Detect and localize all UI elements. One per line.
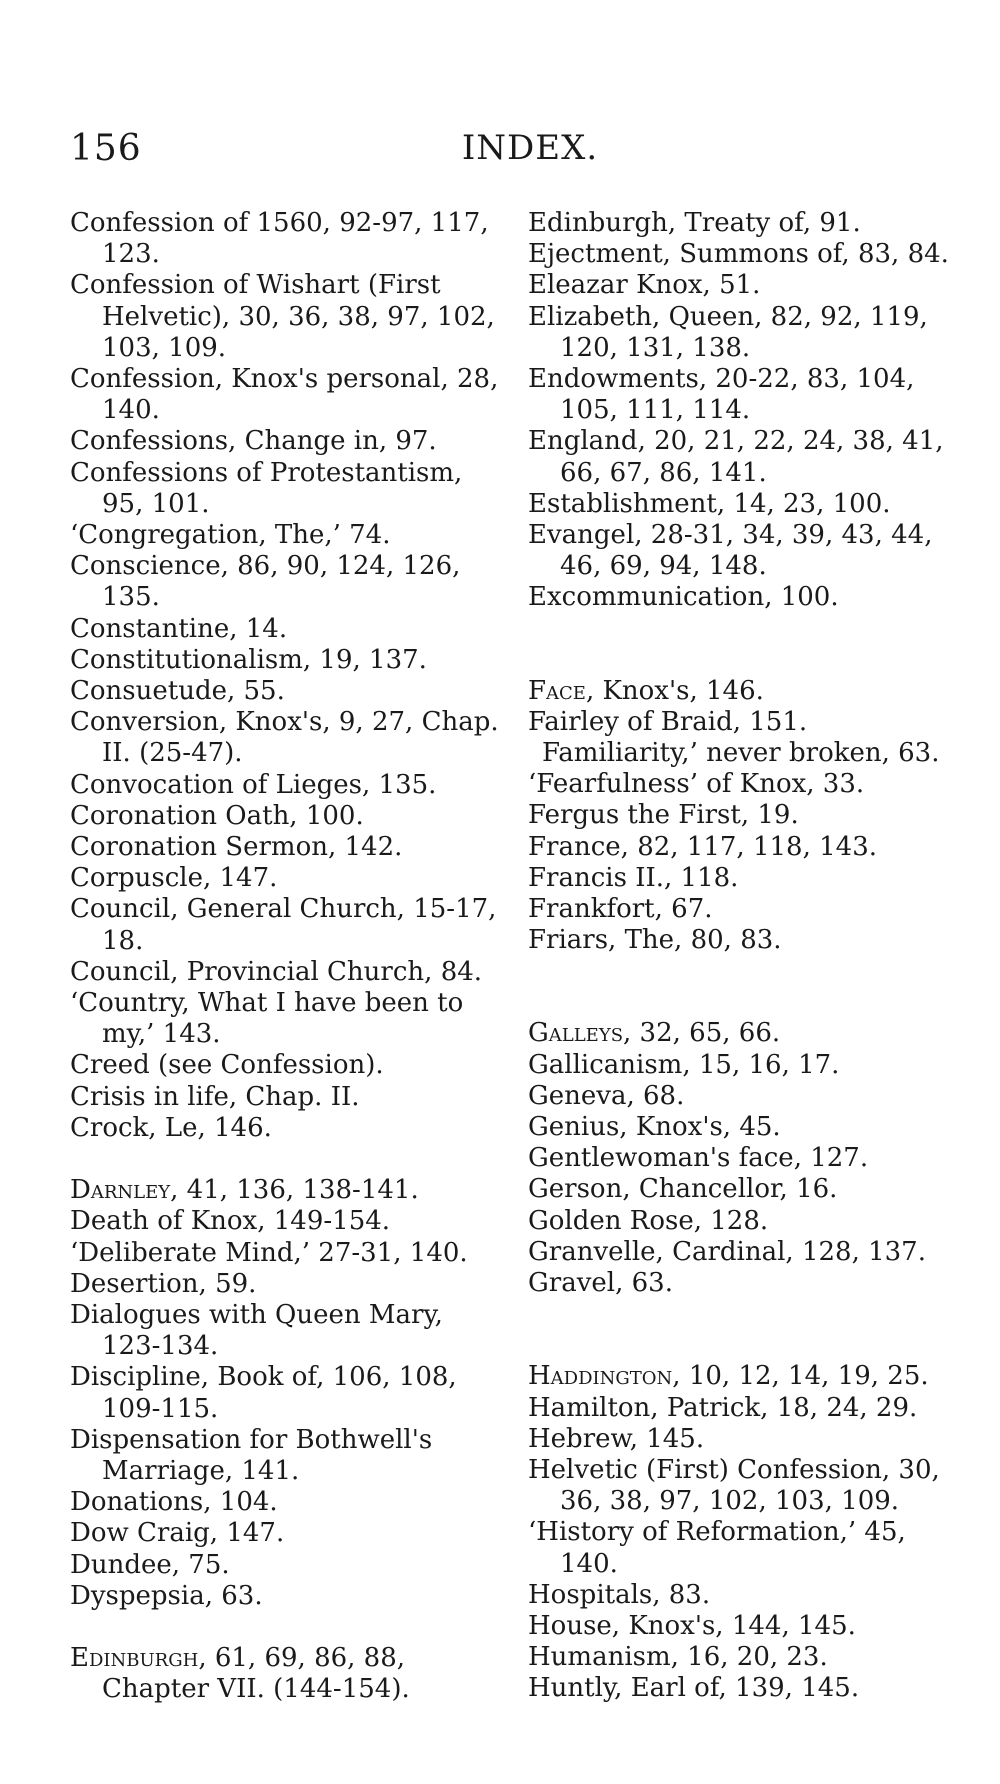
index-entry: Friars, The, 80, 83.	[528, 925, 782, 956]
index-entry: Hebrew, 145.	[528, 1423, 705, 1454]
index-entry: Crisis in life, Chap. II.	[70, 1081, 360, 1112]
index-entry: Dialogues with Queen Mary, 123-134.	[70, 1299, 443, 1362]
index-entry: Discipline, Book of, 106, 108, 109-115.	[70, 1362, 457, 1424]
index-entry: Huntly, Earl of, 139, 145.	[528, 1673, 860, 1704]
index-entry: Gerson, Chancellor, 16.	[528, 1174, 838, 1205]
index-entry: Confessions, Change in, 97.	[70, 426, 437, 457]
index-entry: Darnley, 41, 136, 138-141.	[70, 1175, 419, 1206]
index-entry: Hospitals, 83.	[528, 1579, 711, 1610]
section-gap	[528, 1299, 968, 1361]
index-entry: Edinburgh, 61, 69, 86, 88, Chapter VII. (144-154).	[70, 1642, 410, 1705]
index-entry: Creed (see Confession).	[70, 1050, 384, 1081]
index-entry: Excommunication, 100.	[528, 582, 839, 613]
index-entry: Hamilton, Patrick, 18, 24, 29.	[528, 1392, 918, 1423]
index-entry: Confession of 1560, 92-97, 117, 123.	[70, 208, 489, 270]
index-entry: Francis II., 118.	[528, 862, 739, 893]
index-entry: Death of Knox, 149-154.	[70, 1206, 391, 1237]
index-entry: Donations, 104.	[70, 1487, 278, 1518]
running-head: INDEX.	[461, 128, 599, 168]
section-lead-word: Galleys	[528, 1018, 624, 1049]
index-entry: Constantine, 14.	[70, 613, 288, 644]
index-entry: Face, Knox's, 146.	[528, 675, 764, 706]
index-entry: Humanism, 16, 20, 23.	[528, 1642, 828, 1673]
index-entry: Coronation Sermon, 142.	[70, 832, 403, 863]
index-entry: Fairley of Braid, 151.	[528, 706, 808, 737]
index-entry: Evangel, 28-31, 34, 39, 43, 44, 46, 69, 94, 148.	[528, 520, 933, 582]
index-column-right	[528, 208, 968, 1705]
section-gap	[528, 614, 968, 676]
index-entry: Golden Rose, 128.	[528, 1205, 769, 1236]
index-entry: Edinburgh, Treaty of, 91.	[528, 208, 861, 238]
section-lead-word: Haddington	[528, 1361, 673, 1392]
index-entry: Confession, Knox's personal, 28, 140.	[70, 364, 499, 426]
index-entry: Granvelle, Cardinal, 128, 137.	[528, 1236, 926, 1267]
index-entry: Haddington, 10, 12, 14, 19, 25.	[528, 1361, 929, 1392]
index-entry: ‘History of Reformation,’ 45, 140.	[528, 1517, 906, 1579]
index-entry: ‘Congregation, The,’ 74.	[70, 520, 391, 551]
index-entry: Endowments, 20-22, 83, 104, 105, 111, 114.	[528, 364, 915, 426]
index-entry: Corpuscle, 147.	[70, 863, 278, 894]
index-entry: England, 20, 21, 22, 24, 38, 41, 66, 67, 86, 141.	[528, 426, 944, 488]
index-entry: Geneva, 68.	[528, 1080, 685, 1111]
index-entry: Gallicanism, 15, 16, 17.	[528, 1049, 840, 1080]
section-lead-word: Edinburgh	[70, 1642, 199, 1673]
index-entry: Dow Craig, 147.	[70, 1518, 285, 1549]
index-entry: Familiarity,’ never broken, 63.	[542, 738, 940, 769]
index-entry: Crock, Le, 146.	[70, 1112, 272, 1143]
index-entry: Helvetic (First) Confession, 30, 36, 38, 97, 102, 103, 109.	[528, 1454, 940, 1517]
section-lead-word: Darnley	[70, 1175, 171, 1206]
index-entry: Confession of Wishart (First Helvetic), 30, 36, 38, 97, 102, 103, 109.	[70, 270, 495, 363]
index-entry: Desertion, 59.	[70, 1268, 257, 1299]
index-entry: Genius, Knox's, 45.	[528, 1112, 781, 1143]
index-entry: Council, Provincial Church, 84.	[70, 956, 483, 987]
index-entry: Coronation Oath, 100.	[70, 800, 364, 831]
index-entry: Galleys, 32, 65, 66.	[528, 1018, 781, 1049]
section-gap	[70, 1144, 500, 1175]
index-entry: Establishment, 14, 23, 100.	[528, 488, 891, 519]
index-entry: House, Knox's, 144, 145.	[528, 1610, 856, 1641]
index-entry: Fergus the First, 19.	[528, 800, 799, 831]
index-entry: Ejectment, Summons of, 83, 84.	[528, 239, 949, 270]
index-entry: Dispensation for Bothwell's Marriage, 141.	[70, 1424, 433, 1486]
index-entry: Consuetude, 55.	[70, 676, 285, 707]
index-entry: France, 82, 117, 118, 143.	[528, 831, 878, 862]
index-entry: Conscience, 86, 90, 124, 126, 135.	[70, 551, 461, 613]
section-lead-word: Face	[528, 675, 586, 706]
page-number: 156	[70, 128, 142, 169]
index-entry: Eleazar Knox, 51.	[528, 270, 761, 301]
index-entry: Dyspepsia, 63.	[70, 1580, 263, 1611]
index-entry: Gentlewoman's face, 127.	[528, 1143, 869, 1174]
index-entry: ‘Country, What I have been to my,’ 143.	[70, 988, 464, 1050]
index-entry: Frankfort, 67.	[528, 894, 713, 925]
index-entry: ‘Fearfulness’ of Knox, 33.	[528, 769, 865, 800]
index-column-left	[70, 208, 500, 1705]
index-entry: Council, General Church, 15-17, 18.	[70, 894, 497, 956]
index-entry: Conversion, Knox's, 9, 27, Chap. II. (25-47).	[70, 707, 499, 769]
index-entry: ‘Deliberate Mind,’ 27-31, 140.	[70, 1237, 468, 1268]
index-entry: Elizabeth, Queen, 82, 92, 119, 120, 131, 138.	[528, 301, 928, 363]
index-entry: Dundee, 75.	[70, 1549, 230, 1580]
index-entry: Gravel, 63.	[528, 1268, 673, 1299]
index-entry: Confessions of Protestantism, 95, 101.	[70, 457, 463, 519]
section-gap	[70, 1612, 500, 1643]
section-gap	[528, 956, 968, 1018]
index-entry: Convocation of Lieges, 135.	[70, 769, 437, 800]
index-entry: Constitutionalism, 19, 137.	[70, 644, 427, 675]
